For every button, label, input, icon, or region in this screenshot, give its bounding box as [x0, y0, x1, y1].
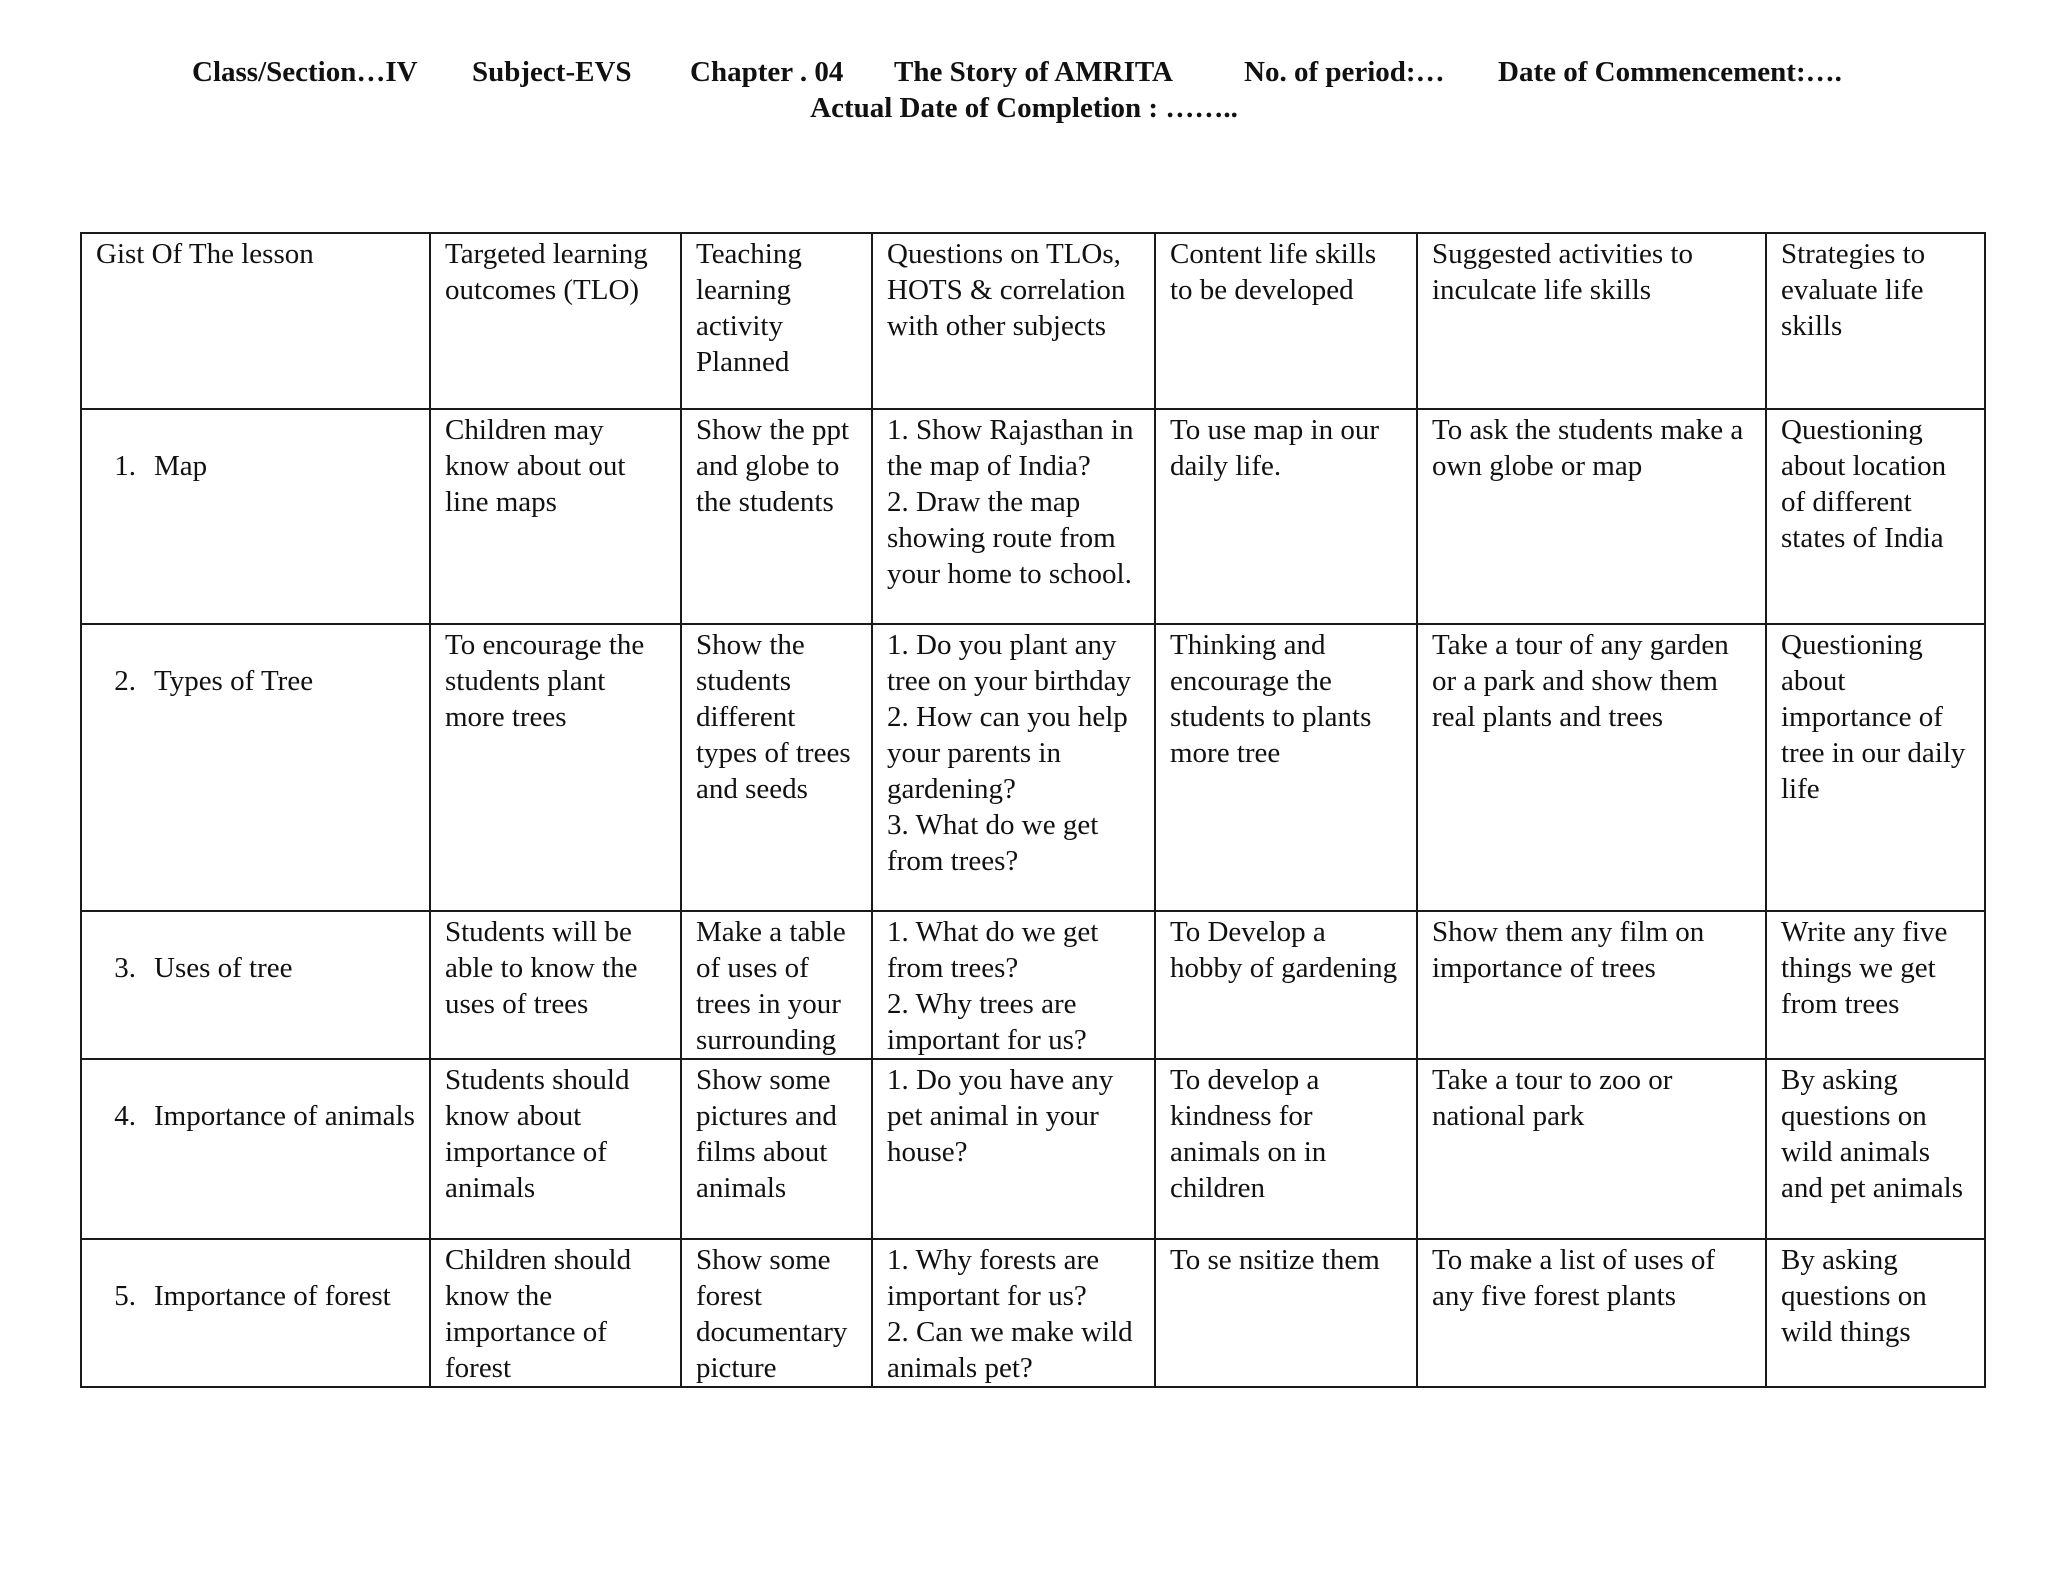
activity-cell: Show some pictures and films about animals — [681, 1059, 872, 1239]
chapter-title: The Story of AMRITA — [894, 56, 1173, 88]
questions-cell: 1. What do we get from trees? 2. Why trees are important for us? — [872, 911, 1155, 1059]
class-section: Class/Section…IV — [192, 56, 418, 88]
questions-cell: 1. Do you plant any tree on your birthday 2. How can you help your parents in gardening? 3. What do we get from trees? — [872, 624, 1155, 911]
tlo-cell: Children should know the importance of forest — [430, 1239, 681, 1387]
activity-cell: Show the students different types of trees and seeds — [681, 624, 872, 911]
tlo-cell: Children may know about out line maps — [430, 409, 681, 624]
row-number: 4. — [114, 1100, 136, 1132]
gist-label: Types of Tree — [154, 665, 314, 697]
questions-cell: 1. Show Rajasthan in the map of India? 2. Draw the map showing route from your home to school. — [872, 409, 1155, 624]
gist-cell — [81, 409, 430, 624]
strategies-cell: Questioning about importance of tree in our daily life — [1766, 624, 1985, 911]
questions-cell: 1. Do you have any pet animal in your house? — [872, 1059, 1155, 1239]
tlo-cell: Students will be able to know the uses of trees — [430, 911, 681, 1059]
strategies-cell: By asking questions on wild animals and pet animals — [1766, 1059, 1985, 1239]
life-skills-cell: To develop a kindness for animals on in children — [1155, 1059, 1417, 1239]
tlo-cell: Students should know about importance of animals — [430, 1059, 681, 1239]
life-skills-cell: To Develop a hobby of gardening — [1155, 911, 1417, 1059]
subject: Subject-EVS — [472, 56, 632, 88]
life-skills-cell: To use map in our daily life. — [1155, 409, 1417, 624]
header-suggested: Suggested activities to inculcate life skills — [1417, 233, 1766, 409]
row-number: 2. — [114, 665, 136, 697]
questions-cell: 1. Why forests are important for us? 2. Can we make wild animals pet? — [872, 1239, 1155, 1387]
table-row — [81, 624, 1985, 911]
row-number: 1. — [114, 450, 136, 482]
life-skills-cell: Thinking and encourage the students to plants more tree — [1155, 624, 1417, 911]
header-activity: Teaching learning activity Planned — [681, 233, 872, 409]
suggested-cell: To ask the students make a own globe or map — [1417, 409, 1766, 624]
activity-cell: Show some forest documentary picture — [681, 1239, 872, 1387]
life-skills-cell: To se nsitize them — [1155, 1239, 1417, 1387]
suggested-cell: To make a list of uses of any five forest plants — [1417, 1239, 1766, 1387]
table-header-row — [81, 233, 1985, 409]
gist-label: Importance of animals — [154, 1100, 415, 1132]
strategies-cell: By asking questions on wild things — [1766, 1239, 1985, 1387]
row-number: 5. — [114, 1280, 136, 1312]
header-life-skills: Content life skills to be developed — [1155, 233, 1417, 409]
date-of-completion: Actual Date of Completion : …….. — [810, 92, 1238, 124]
gist-cell — [81, 911, 430, 1059]
tlo-cell: To encourage the students plant more trees — [430, 624, 681, 911]
gist-label: Map — [154, 450, 208, 482]
activity-cell: Show the ppt and globe to the students — [681, 409, 872, 624]
table-row — [81, 1059, 1985, 1239]
header-gist: Gist Of The lesson — [81, 233, 430, 409]
gist-cell — [81, 624, 430, 911]
table-row — [81, 911, 1985, 1059]
activity-cell: Make a table of uses of trees in your surrounding — [681, 911, 872, 1059]
header-strategies: Strategies to evaluate life skills — [1766, 233, 1985, 409]
gist-label: Importance of forest — [154, 1280, 391, 1312]
lesson-plan-table — [80, 232, 1986, 1388]
table-row — [81, 1239, 1985, 1387]
gist-cell — [81, 1059, 430, 1239]
header-tlo: Targeted learning outcomes (TLO) — [430, 233, 681, 409]
header-questions: Questions on TLOs, HOTS & correlation with other subjects — [872, 233, 1155, 409]
gist-cell — [81, 1239, 430, 1387]
strategies-cell: Write any five things we get from trees — [1766, 911, 1985, 1059]
chapter-number: Chapter . 04 — [690, 56, 844, 88]
row-number: 3. — [114, 952, 136, 984]
date-of-commencement: Date of Commencement:…. — [1498, 56, 1842, 88]
strategies-cell: Questioning about location of different states of India — [1766, 409, 1985, 624]
suggested-cell: Show them any film on importance of trees — [1417, 911, 1766, 1059]
table-row — [81, 409, 1985, 624]
suggested-cell: Take a tour of any garden or a park and show them real plants and trees — [1417, 624, 1766, 911]
number-of-periods: No. of period:… — [1244, 56, 1445, 88]
gist-label: Uses of tree — [154, 952, 293, 984]
suggested-cell: Take a tour to zoo or national park — [1417, 1059, 1766, 1239]
